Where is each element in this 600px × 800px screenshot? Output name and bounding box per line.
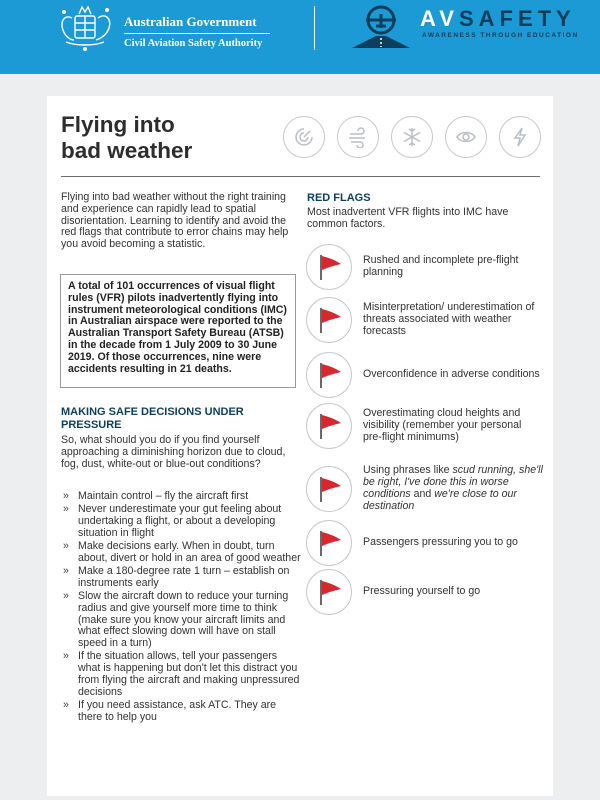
list-item: » If the situation allows, tell your passengers what is happening but don't let this distract you from flying the aircraft and making unpressured decisions (61, 651, 301, 698)
red-flag-text: Pressuring yourself to go (363, 585, 481, 598)
title-line1: Flying into (61, 112, 175, 137)
wind-icon (337, 116, 379, 158)
avsafety-brand (420, 6, 576, 32)
red-flag-icon (306, 244, 352, 290)
coat-of-arms-icon (52, 4, 118, 54)
government-wordmark (124, 14, 270, 50)
list-item: » Maintain control – fly the aircraft first (61, 491, 301, 503)
list-item: » Slow the aircraft down to reduce your turning radius and give yourself more time to think (make sure you know your aircraft limits and what effect slowing down will have on stall speed in a turn) (61, 591, 301, 650)
safe-decisions-heading: MAKING SAFE DECISIONS UNDER PRESSURE (61, 406, 244, 431)
header-bar (0, 0, 600, 74)
red-flag-icon (306, 466, 352, 512)
intro-paragraph: Flying into bad weather without the right training and experience can rapidly lead to spatial disorientation. Learning to identify and avoid the red flags that contribute to error chains may help you avoid becoming a statistic. (61, 191, 289, 251)
avsafety-plane-logo-icon (350, 4, 412, 50)
red-flag-item (306, 244, 546, 292)
eye-icon (445, 116, 487, 158)
wordmark-divider (124, 33, 270, 34)
page-title (61, 112, 281, 164)
red-flags-intro: Most inadvertent VFR flights into IMC have common factors. (307, 206, 509, 230)
snowflake-icon (391, 116, 433, 158)
government-line1: Australian Government (124, 14, 257, 29)
safe-decisions-intro: So, what should you do if you find yourself approaching a diminishing horizon due to cloud, fog, dust, white-out or blue-out conditions? (61, 434, 286, 470)
red-flag-icon (306, 403, 352, 449)
red-flag-icon (306, 520, 352, 566)
brand-part2: SAFETY (458, 6, 576, 31)
red-flag-item (306, 403, 546, 451)
red-flag-item (306, 297, 546, 345)
red-flag-text: Using phrases like scud running, she'll be right, I've done this in worse conditions and we're close to our destination (363, 464, 543, 512)
header-divider (314, 6, 315, 50)
red-flag-item (306, 569, 546, 617)
red-flags-heading: RED FLAGS (307, 192, 371, 204)
red-flag-icon (306, 569, 352, 615)
brand-tagline: AWARENESS THROUGH EDUCATION (422, 32, 579, 39)
list-item: » Never underestimate your gut feeling about undertaking a flight, or about a developing situation in flight (61, 504, 301, 539)
red-flag-item (306, 520, 546, 568)
list-item: » Make a 180-degree rate 1 turn – establish on instruments early (61, 566, 301, 590)
lightning-icon (499, 116, 541, 158)
red-flag-text: Rushed and incomplete pre-flight planning (363, 254, 519, 278)
list-item: » If you need assistance, ask ATC. They are there to help you (61, 700, 301, 724)
red-flag-text: Overestimating cloud heights and visibility (remember your personal pre-flight minimums) (363, 407, 522, 443)
red-flag-item (306, 352, 546, 400)
statistics-callout: A total of 101 occurrences of visual flight rules (VFR) pilots inadvertently flying into instrument meteorological conditions (IMC) in Australian airspace were reported to the Australian Transport Safety Bureau (ATSB) in the decade from 1 July 2009 to 30 June 2019. Of those occurrences, nine were accidents resulting in 21 deaths. (60, 274, 296, 388)
red-flag-text: Overconfidence in adverse conditions (363, 368, 540, 381)
red-flag-item (306, 466, 546, 514)
government-line2: Civil Aviation Safety Authority (124, 38, 263, 49)
title-divider (61, 176, 540, 177)
list-item: » Make decisions early. When in doubt, turn about, divert or hold in an area of good weather (61, 541, 301, 565)
red-flag-icon (306, 352, 352, 398)
red-flag-text: Passengers pressuring you to go (363, 536, 518, 549)
safe-decisions-list (61, 491, 301, 725)
brand-part1: AV (420, 6, 459, 31)
red-flag-text: Misinterpretation/ underestimation of threats associated with weather forecasts (363, 301, 535, 337)
title-line2: bad weather (61, 138, 193, 163)
red-flag-icon (306, 297, 352, 343)
gauge-icon (283, 116, 325, 158)
